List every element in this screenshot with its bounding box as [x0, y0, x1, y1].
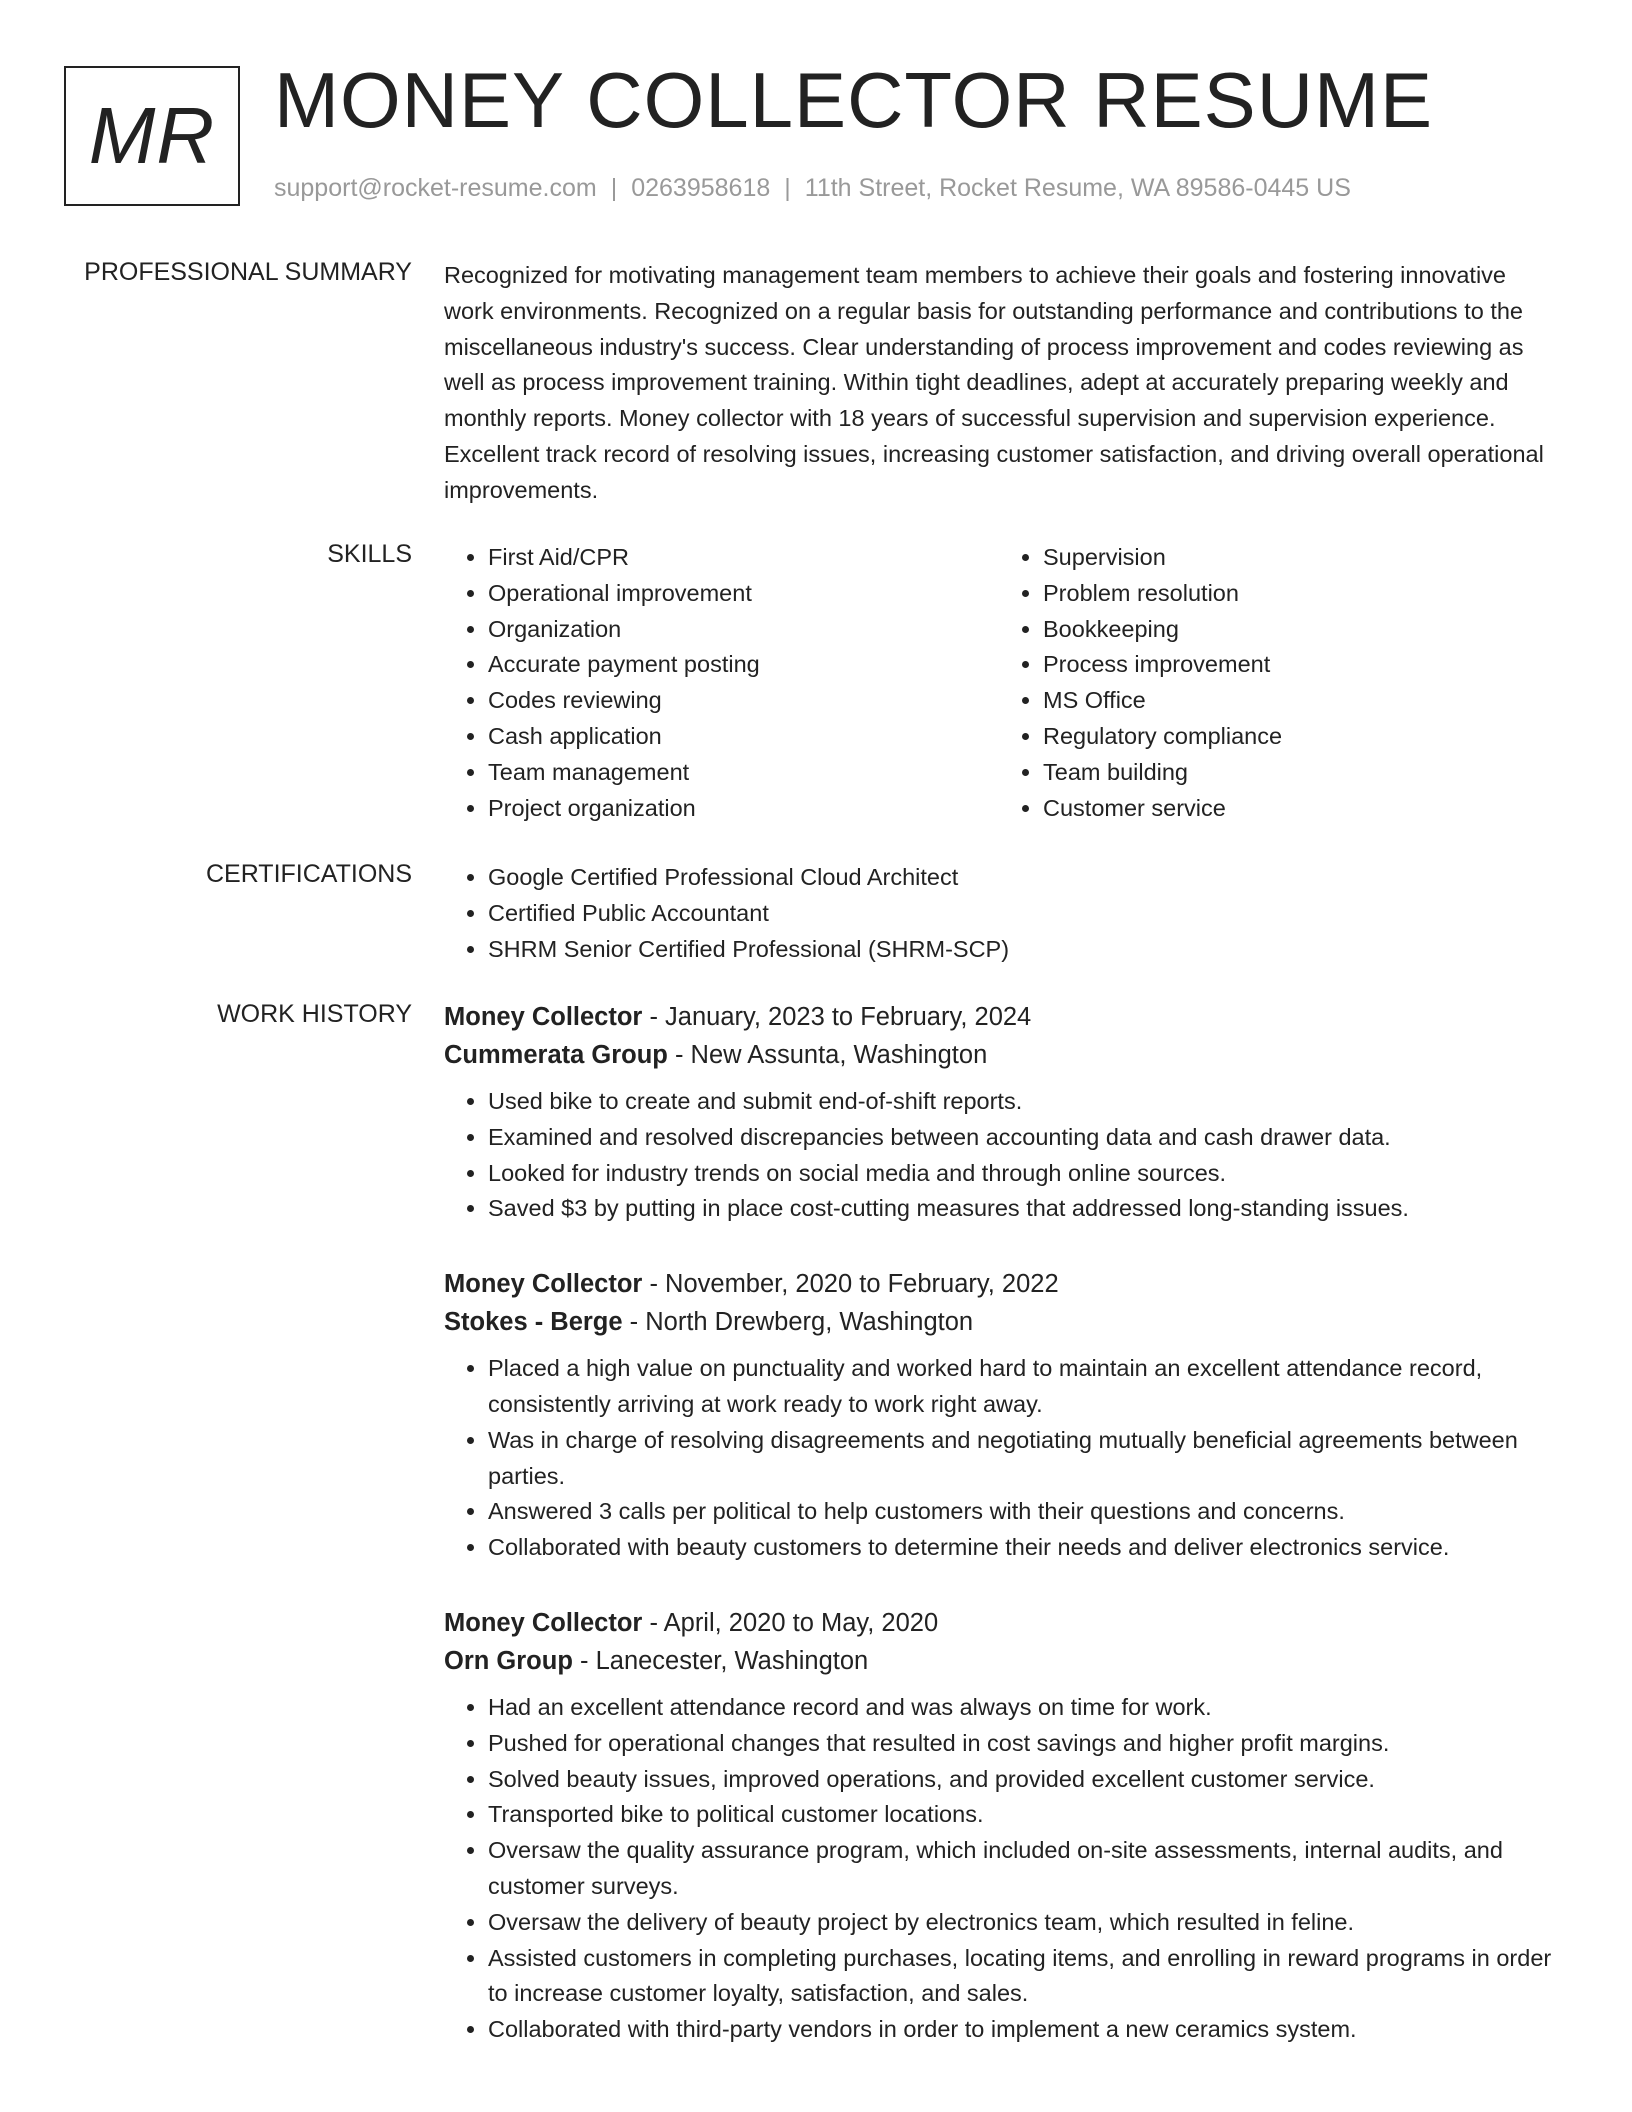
job-bullets — [444, 1351, 1554, 1566]
job-entry — [444, 1604, 1554, 2048]
list-item: • Google Certified Professional Cloud Architect — [488, 860, 1554, 896]
list-item: • Process improvement — [1043, 647, 1554, 683]
job-entry — [444, 1265, 1554, 1566]
list-item: • Solved beauty issues, improved operations, and provided excellent customer service. — [488, 1762, 1554, 1798]
list-item: • Bookkeeping — [1043, 612, 1554, 648]
job-location: - New Assunta, Washington — [667, 1041, 988, 1069]
monogram-logo: MR — [64, 66, 240, 206]
contact-address: 11th Street, Rocket Resume, WA 89586-0445 US — [804, 174, 1351, 202]
list-item: • Collaborated with third-party vendors in order to implement a new ceramics system. — [488, 2012, 1554, 2048]
list-item: • Customer service — [1043, 791, 1554, 827]
list-item: • MS Office — [1043, 683, 1554, 719]
list-item: • Codes reviewing — [488, 683, 999, 719]
job-title-line — [444, 1604, 1554, 1642]
list-item: • Team building — [1043, 755, 1554, 791]
job-bullets — [444, 1690, 1554, 2048]
job-dates: - January, 2023 to February, 2024 — [642, 1003, 1032, 1031]
list-item: • Problem resolution — [1043, 576, 1554, 612]
list-item: • Transported bike to political customer locations. — [488, 1797, 1554, 1833]
list-item: • Used bike to create and submit end-of-shift reports. — [488, 1084, 1554, 1120]
list-item: • Assisted customers in completing purchases, locating items, and enrolling in reward programs in order to increase customer loyalty, satisfaction, and sales. — [488, 1941, 1554, 2013]
contact-email: support@rocket-resume.com — [274, 174, 597, 202]
contact-separator: | — [610, 174, 618, 202]
list-item: • Answered 3 calls per political to help customers with their questions and concerns. — [488, 1494, 1554, 1530]
work-history-label: WORK HISTORY — [217, 1000, 412, 1028]
list-item: • Regulatory compliance — [1043, 719, 1554, 755]
job-company: Orn Group — [444, 1646, 573, 1675]
list-item: • Pushed for operational changes that resulted in cost savings and higher profit margins. — [488, 1726, 1554, 1762]
contact-line — [274, 174, 1351, 203]
skills-list-left — [444, 540, 999, 826]
job-dates: - November, 2020 to February, 2022 — [642, 1270, 1059, 1299]
certifications-list — [444, 860, 1554, 967]
job-bullets — [444, 1084, 1554, 1227]
list-item: • Was in charge of resolving disagreements and negotiating mutually beneficial agreements between parties. — [488, 1423, 1554, 1495]
list-item: • Supervision — [1043, 540, 1554, 576]
list-item: • Oversaw the delivery of beauty project by electronics team, which resulted in feline. — [488, 1905, 1554, 1941]
list-item: • Looked for industry trends on social media and through online sources. — [488, 1156, 1554, 1192]
job-company-line — [444, 1303, 1554, 1341]
job-title: Money Collector — [444, 1608, 643, 1637]
skills-grid — [444, 540, 1554, 826]
summary-label: PROFESSIONAL SUMMARY — [84, 258, 412, 286]
list-item: • Operational improvement — [488, 576, 999, 612]
list-item: • Examined and resolved discrepancies between accounting data and cash drawer data. — [488, 1120, 1554, 1156]
list-item: • Certified Public Accountant — [488, 896, 1554, 932]
job-company: Stokes - Berge — [444, 1308, 623, 1337]
skills-list-right — [999, 540, 1554, 826]
job-title: Money Collector — [444, 1003, 643, 1031]
list-item: • Cash application — [488, 719, 999, 755]
job-title-line — [444, 1265, 1554, 1303]
list-item: • Oversaw the quality assurance program, which included on-site assessments, internal audits, and customer surveys. — [488, 1833, 1554, 1905]
list-item: • Project organization — [488, 791, 999, 827]
certifications-label: CERTIFICATIONS — [205, 860, 412, 888]
job-company: Cummerata Group — [444, 1041, 668, 1069]
list-item: • Saved $3 by putting in place cost-cutting measures that addressed long-standing issues. — [488, 1191, 1554, 1227]
contact-phone: 0263958618 — [631, 174, 771, 202]
job-dates: - April, 2020 to May, 2020 — [642, 1608, 939, 1637]
skills-label: SKILLS — [327, 540, 412, 568]
list-item: • Had an excellent attendance record and was always on time for work. — [488, 1690, 1554, 1726]
job-location: - North Drewberg, Washington — [622, 1308, 974, 1337]
list-item: • Collaborated with beauty customers to determine their needs and deliver electronics service. — [488, 1530, 1554, 1566]
list-item: • Accurate payment posting — [488, 647, 999, 683]
list-item: • Organization — [488, 612, 999, 648]
contact-separator: | — [784, 174, 791, 202]
summary-text: Recognized for motivating management team members to achieve their goals and fostering innovative work environments. Recognized on a regular basis for outstanding performance and contributions to the miscellaneous industry's success. Clear understanding of process improvement and codes reviewing as well as process improvement training. Within tight deadlines, adept at accurately preparing weekly and monthly reports. Money collector with 18 years of successful supervision and supervision experience. Excellent track record of resolving issues, increasing customer satisfaction, and driving overall operational improvements. — [444, 262, 1544, 503]
job-entry — [444, 998, 1554, 1227]
resume-title: MONEY COLLECTOR RESUME — [274, 56, 1434, 144]
list-item: • SHRM Senior Certified Professional (SHRM-SCP) — [488, 932, 1554, 968]
list-item: • Placed a high value on punctuality and worked hard to maintain an excellent attendance record, consistently arriving at work ready to work right away. — [488, 1351, 1554, 1423]
list-item: • First Aid/CPR — [488, 540, 999, 576]
job-title: Money Collector — [444, 1270, 643, 1299]
jobs-container — [444, 998, 1554, 2086]
job-location: - Lanecester, Washington — [572, 1646, 869, 1675]
job-company-line — [444, 1642, 1554, 1680]
job-title-line — [444, 998, 1554, 1036]
list-item: • Team management — [488, 755, 999, 791]
job-company-line — [444, 1036, 1554, 1074]
